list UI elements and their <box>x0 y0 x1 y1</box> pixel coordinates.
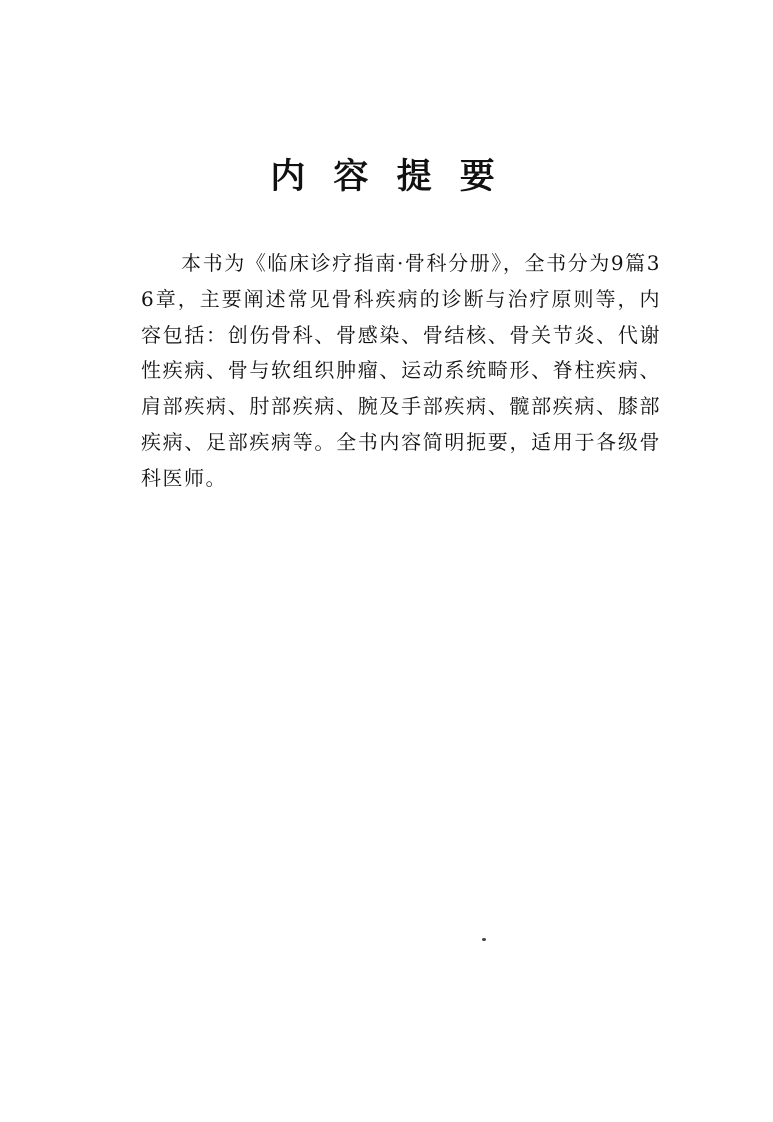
page-title: 内 容 提 要 <box>270 157 503 197</box>
scan-speck <box>482 938 486 941</box>
summary-paragraph: 本书为《临床诊疗指南·骨科分册》，全书分为9篇36章，主要阐述常见骨科疾病的诊断与治疗原则等，内容包括：创伤骨科、骨感染、骨结核、骨关节炎、代谢性疾病、骨与软组织肿瘤、运动系统畸形、脊柱疾病、肩部疾病、肘部疾病、腕及手部疾病、髋部疾病、膝部疾病、足部疾病等。全书内容简明扼要，适用于各级骨科医师。 <box>141 251 661 490</box>
